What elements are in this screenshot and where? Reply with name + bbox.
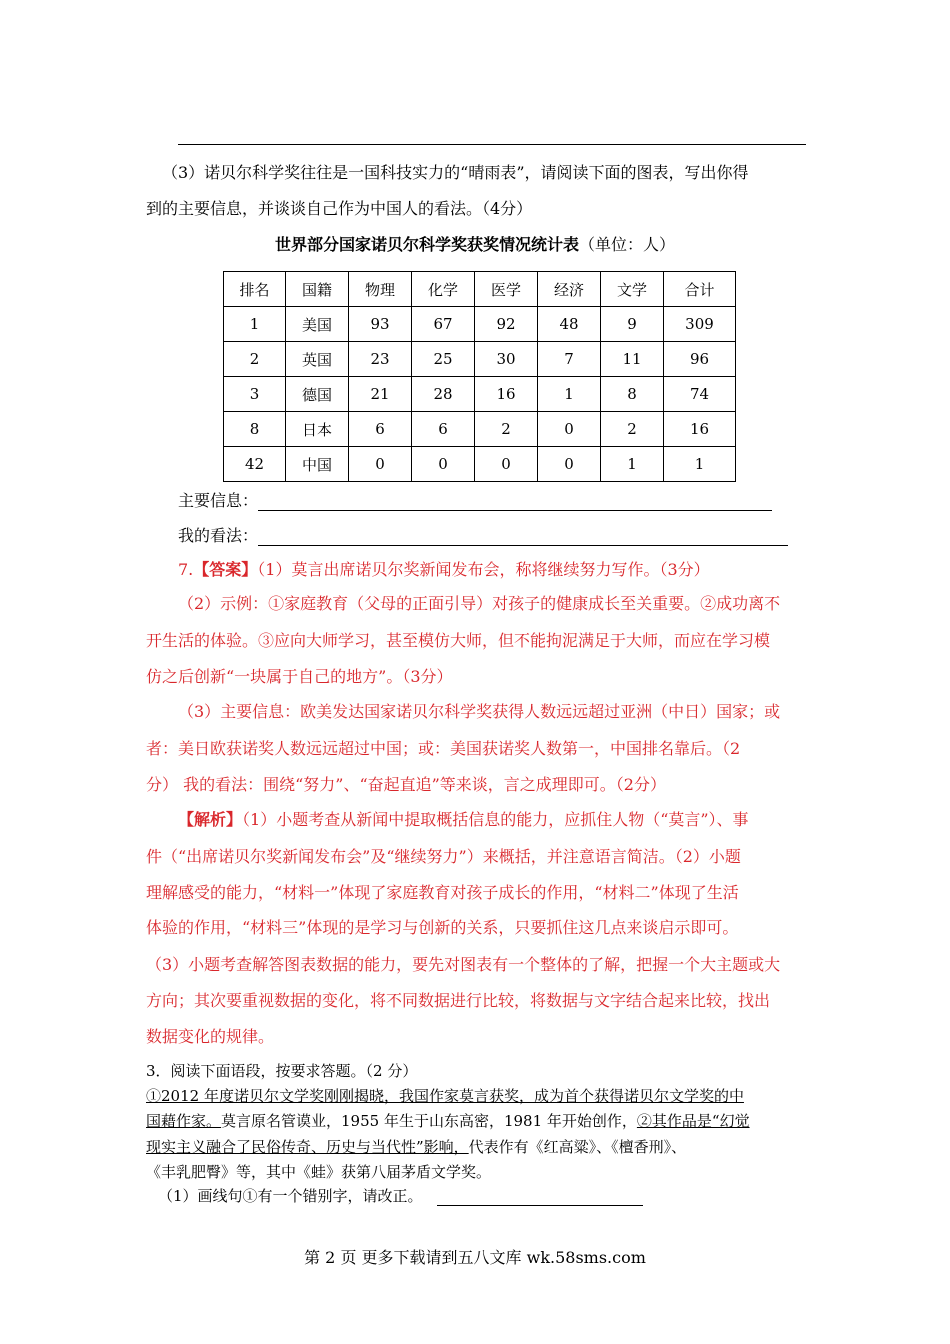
table-cell: 日本 — [286, 412, 349, 447]
table-header-row — [224, 272, 736, 307]
table-cell: 2 — [475, 412, 538, 447]
table-cell: 30 — [475, 342, 538, 377]
table-cell: 42 — [224, 447, 286, 482]
top-rule — [178, 144, 806, 145]
analysis-line1 — [178, 807, 749, 830]
analysis-line4: 体验的作用，“材料三”体现的是学习与创新的关系，只要抓住这几点来谈启示即可。 — [146, 918, 739, 937]
table-cell: 英国 — [286, 342, 349, 377]
answer-p3-line3: 分） 我的看法：围绕“努力”、“奋起直追”等来谈，言之成理即可。（2分） — [146, 775, 666, 794]
header-cell: 排名 — [224, 272, 286, 307]
table-cell: 0 — [412, 447, 475, 482]
table-cell: 1 — [664, 447, 736, 482]
my-view-blank[interactable] — [258, 529, 788, 546]
underlined-sentence-2: ②其作品是“幻觉 — [636, 1112, 750, 1130]
q3-sub1-text: （1）画线句①有一个错别字，请改正。 — [158, 1187, 423, 1205]
analysis-line7: 数据变化的规律。 — [146, 1027, 275, 1046]
answer-tag: 【答案】 — [193, 560, 258, 579]
analysis-line2: 件（“出席诺贝尔奖新闻发布会”及“继续努力”）来概括，并注意语言简洁。（2）小题 — [146, 847, 741, 866]
table-title-unit: （单位：人） — [579, 235, 676, 254]
analysis-tag: 【解析】 — [178, 810, 243, 829]
underlined-sentence-2-end: 现实主义融合了民俗传奇、历史与当代性”影响， — [146, 1138, 469, 1156]
q3-sub1 — [158, 1185, 643, 1206]
table-cell: 1 — [224, 307, 286, 342]
table-cell: 11 — [601, 342, 664, 377]
header-cell: 经济 — [538, 272, 601, 307]
answer-number: 7. — [178, 560, 194, 579]
main-info-row — [178, 488, 772, 511]
underlined-sentence-1: ①2012 年度诺贝尔文学奖刚刚揭晓，我国作家莫言获奖，成为首个获得诺贝尔文学奖的中 — [146, 1087, 744, 1105]
my-view-row — [178, 523, 788, 546]
answer-p1: （1）莫言出席诺贝尔奖新闻发布会，称将继续努力写作。（3分） — [257, 560, 710, 579]
table-cell: 9 — [601, 307, 664, 342]
table-cell: 8 — [601, 377, 664, 412]
table-cell: 中国 — [286, 447, 349, 482]
table-cell: 7 — [538, 342, 601, 377]
table-cell: 309 — [664, 307, 736, 342]
table-cell: 48 — [538, 307, 601, 342]
table-cell: 2 — [224, 342, 286, 377]
table-cell: 0 — [538, 412, 601, 447]
q3-sub1-blank[interactable] — [437, 1190, 643, 1206]
table-row — [224, 447, 736, 482]
main-info-label: 主要信息： — [178, 491, 259, 510]
answer-p2-line3: 仿之后创新“一块属于自己的地方”。（3分） — [146, 667, 453, 686]
analysis-line5: （3）小题考查解答图表数据的能力，要先对图表有一个整体的了解，把握一个大主题或大 — [146, 955, 781, 974]
my-view-label: 我的看法： — [178, 526, 259, 545]
page-footer: 第 2 页 更多下载请到五八文库 wk.58sms.com — [304, 1248, 646, 1267]
q3-passage-line2 — [146, 1110, 750, 1131]
main-info-blank[interactable] — [258, 494, 772, 511]
q3-prompt-line1: （3）诺贝尔科学奖往往是一国科技实力的“晴雨表”，请阅读下面的图表，写出你得 — [162, 163, 749, 182]
table-title-main: 世界部分国家诺贝尔科学奖获奖情况统计表 — [274, 235, 579, 254]
nobel-stats-table — [223, 271, 736, 482]
answer-p2-line2: 开生活的体验。③应向大师学习，甚至模仿大师，但不能拘泥满足于大师，而应在学习模 — [146, 631, 771, 650]
q3-prompt-line2: 到的主要信息，并谈谈自己作为中国人的看法。（4分） — [146, 199, 533, 218]
table-row — [224, 412, 736, 447]
table-cell: 0 — [475, 447, 538, 482]
header-cell: 医学 — [475, 272, 538, 307]
table-cell: 92 — [475, 307, 538, 342]
table-cell: 0 — [538, 447, 601, 482]
table-cell: 8 — [224, 412, 286, 447]
table-cell: 21 — [349, 377, 412, 412]
table-row — [224, 342, 736, 377]
header-cell: 合计 — [664, 272, 736, 307]
table-cell: 67 — [412, 307, 475, 342]
table-cell: 16 — [664, 412, 736, 447]
table-cell: 25 — [412, 342, 475, 377]
analysis-line3: 理解感受的能力，“材料一”体现了家庭教育对孩子成长的作用，“材料二”体现了生活 — [146, 883, 739, 902]
table-cell: 1 — [538, 377, 601, 412]
analysis-line6: 方向；其次要重视数据的变化，将不同数据进行比较，将数据与文字结合起来比较，找出 — [146, 991, 771, 1010]
table-cell: 16 — [475, 377, 538, 412]
underlined-sentence-1-end: 国藉作家。 — [146, 1112, 222, 1130]
table-title — [0, 232, 950, 255]
table-row — [224, 307, 736, 342]
passage-text: 代表作有《红高粱》、《檀香刑》、 — [468, 1138, 687, 1156]
answer-p3-line2: 者：美日欧获诺奖人数远远超过中国；或：美国获诺奖人数第一，中国排名靠后。（2 — [146, 739, 741, 758]
header-cell: 化学 — [412, 272, 475, 307]
table-cell: 0 — [349, 447, 412, 482]
table-cell: 93 — [349, 307, 412, 342]
table-cell: 74 — [664, 377, 736, 412]
q3-heading: 3．阅读下面语段，按要求答题。（2 分） — [146, 1062, 418, 1080]
answer-line1 — [178, 557, 710, 580]
q3-passage-line4: 《丰乳肥臀》等，其中《蛙》获第八届茅盾文学奖。 — [146, 1163, 492, 1181]
table-cell: 2 — [601, 412, 664, 447]
answer-p2-line1: （2）示例：①家庭教育（父母的正面引导）对孩子的健康成长至关重要。②成功离不 — [178, 594, 781, 613]
passage-text: 莫言原名管谟业，1955 年生于山东高密，1981 年开始创作， — [221, 1112, 637, 1130]
answer-p3-line1: （3）主要信息：欧美发达国家诺贝尔科学奖获得人数远远超过亚洲（中日）国家；或 — [178, 702, 781, 721]
header-cell: 国籍 — [286, 272, 349, 307]
table-row — [224, 377, 736, 412]
table-cell: 23 — [349, 342, 412, 377]
table-cell: 德国 — [286, 377, 349, 412]
q3-passage-line1 — [146, 1085, 744, 1106]
table-cell: 28 — [412, 377, 475, 412]
q3-passage-line3 — [146, 1136, 686, 1157]
header-cell: 文学 — [601, 272, 664, 307]
table-cell: 6 — [349, 412, 412, 447]
table-cell: 美国 — [286, 307, 349, 342]
analysis-l1: （1）小题考查从新闻中提取概括信息的能力，应抓住人物（“莫言”）、事 — [242, 810, 749, 829]
table-cell: 96 — [664, 342, 736, 377]
header-cell: 物理 — [349, 272, 412, 307]
table-cell: 1 — [601, 447, 664, 482]
table-cell: 6 — [412, 412, 475, 447]
table-cell: 3 — [224, 377, 286, 412]
